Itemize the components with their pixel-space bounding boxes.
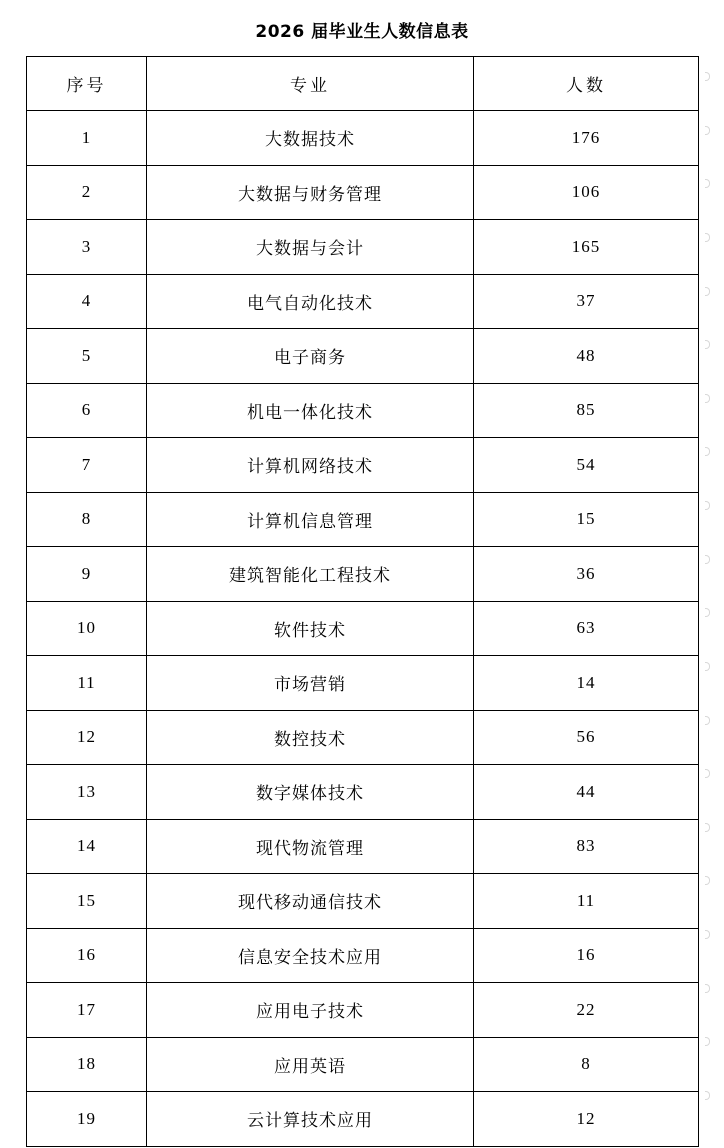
cell-count: 12 xyxy=(474,1092,699,1147)
cell-index: 13 xyxy=(27,765,147,820)
cell-count: 165 xyxy=(474,220,699,275)
cell-count: 48 xyxy=(474,329,699,384)
table-row xyxy=(27,928,699,983)
table-row xyxy=(27,165,699,220)
cell-count: 14 xyxy=(474,656,699,711)
cell-count: 44 xyxy=(474,765,699,820)
cell-major: 应用英语 xyxy=(147,1037,474,1092)
cell-major: 信息安全技术应用 xyxy=(147,928,474,983)
cell-index: 2 xyxy=(27,165,147,220)
column-header-index: 序号 xyxy=(27,57,147,111)
cell-index: 11 xyxy=(27,656,147,711)
cell-major: 电气自动化技术 xyxy=(147,274,474,329)
table-row xyxy=(27,601,699,656)
table-row xyxy=(27,111,699,166)
cell-index: 1 xyxy=(27,111,147,166)
cell-count: 16 xyxy=(474,928,699,983)
cell-index: 3 xyxy=(27,220,147,275)
table-row xyxy=(27,220,699,275)
table-row xyxy=(27,274,699,329)
cell-major: 电子商务 xyxy=(147,329,474,384)
table-row xyxy=(27,1037,699,1092)
cell-count: 54 xyxy=(474,438,699,493)
cell-index: 4 xyxy=(27,274,147,329)
table-row xyxy=(27,874,699,929)
cell-major: 大数据技术 xyxy=(147,111,474,166)
table-row xyxy=(27,547,699,602)
table-container xyxy=(0,56,724,1147)
cell-count: 85 xyxy=(474,383,699,438)
cell-major: 数控技术 xyxy=(147,710,474,765)
table-row xyxy=(27,492,699,547)
cell-index: 15 xyxy=(27,874,147,929)
table-row xyxy=(27,383,699,438)
cell-major: 大数据与会计 xyxy=(147,220,474,275)
cell-major: 数字媒体技术 xyxy=(147,765,474,820)
cell-count: 106 xyxy=(474,165,699,220)
cell-major: 现代移动通信技术 xyxy=(147,874,474,929)
cell-index: 7 xyxy=(27,438,147,493)
cell-index: 10 xyxy=(27,601,147,656)
cell-count: 8 xyxy=(474,1037,699,1092)
cell-index: 14 xyxy=(27,819,147,874)
column-header-major: 专业 xyxy=(147,57,474,111)
cell-count: 83 xyxy=(474,819,699,874)
cell-index: 18 xyxy=(27,1037,147,1092)
cell-major: 软件技术 xyxy=(147,601,474,656)
table-row xyxy=(27,819,699,874)
cell-major: 大数据与财务管理 xyxy=(147,165,474,220)
cell-count: 22 xyxy=(474,983,699,1038)
cell-index: 6 xyxy=(27,383,147,438)
cell-count: 63 xyxy=(474,601,699,656)
table-row xyxy=(27,438,699,493)
table-row xyxy=(27,329,699,384)
cell-major: 计算机信息管理 xyxy=(147,492,474,547)
table-body xyxy=(27,111,699,1147)
cell-major: 云计算技术应用 xyxy=(147,1092,474,1147)
cell-count: 11 xyxy=(474,874,699,929)
table-header-row xyxy=(27,57,699,111)
column-header-count: 人数 xyxy=(474,57,699,111)
cell-major: 机电一体化技术 xyxy=(147,383,474,438)
cell-index: 5 xyxy=(27,329,147,384)
cell-count: 56 xyxy=(474,710,699,765)
table-row xyxy=(27,710,699,765)
table-header xyxy=(27,57,699,111)
table-row xyxy=(27,1092,699,1147)
cell-major: 应用电子技术 xyxy=(147,983,474,1038)
cell-major: 建筑智能化工程技术 xyxy=(147,547,474,602)
cell-index: 19 xyxy=(27,1092,147,1147)
cell-count: 15 xyxy=(474,492,699,547)
cell-major: 市场营销 xyxy=(147,656,474,711)
graduates-table xyxy=(26,56,699,1147)
cell-count: 36 xyxy=(474,547,699,602)
cell-index: 16 xyxy=(27,928,147,983)
table-row xyxy=(27,656,699,711)
cell-count: 176 xyxy=(474,111,699,166)
table-row xyxy=(27,765,699,820)
cell-index: 9 xyxy=(27,547,147,602)
cell-major: 计算机网络技术 xyxy=(147,438,474,493)
cell-major: 现代物流管理 xyxy=(147,819,474,874)
cell-index: 12 xyxy=(27,710,147,765)
table-row xyxy=(27,983,699,1038)
cell-index: 8 xyxy=(27,492,147,547)
cell-count: 37 xyxy=(474,274,699,329)
cell-index: 17 xyxy=(27,983,147,1038)
page-title: 2026 届毕业生人数信息表 xyxy=(255,22,469,42)
